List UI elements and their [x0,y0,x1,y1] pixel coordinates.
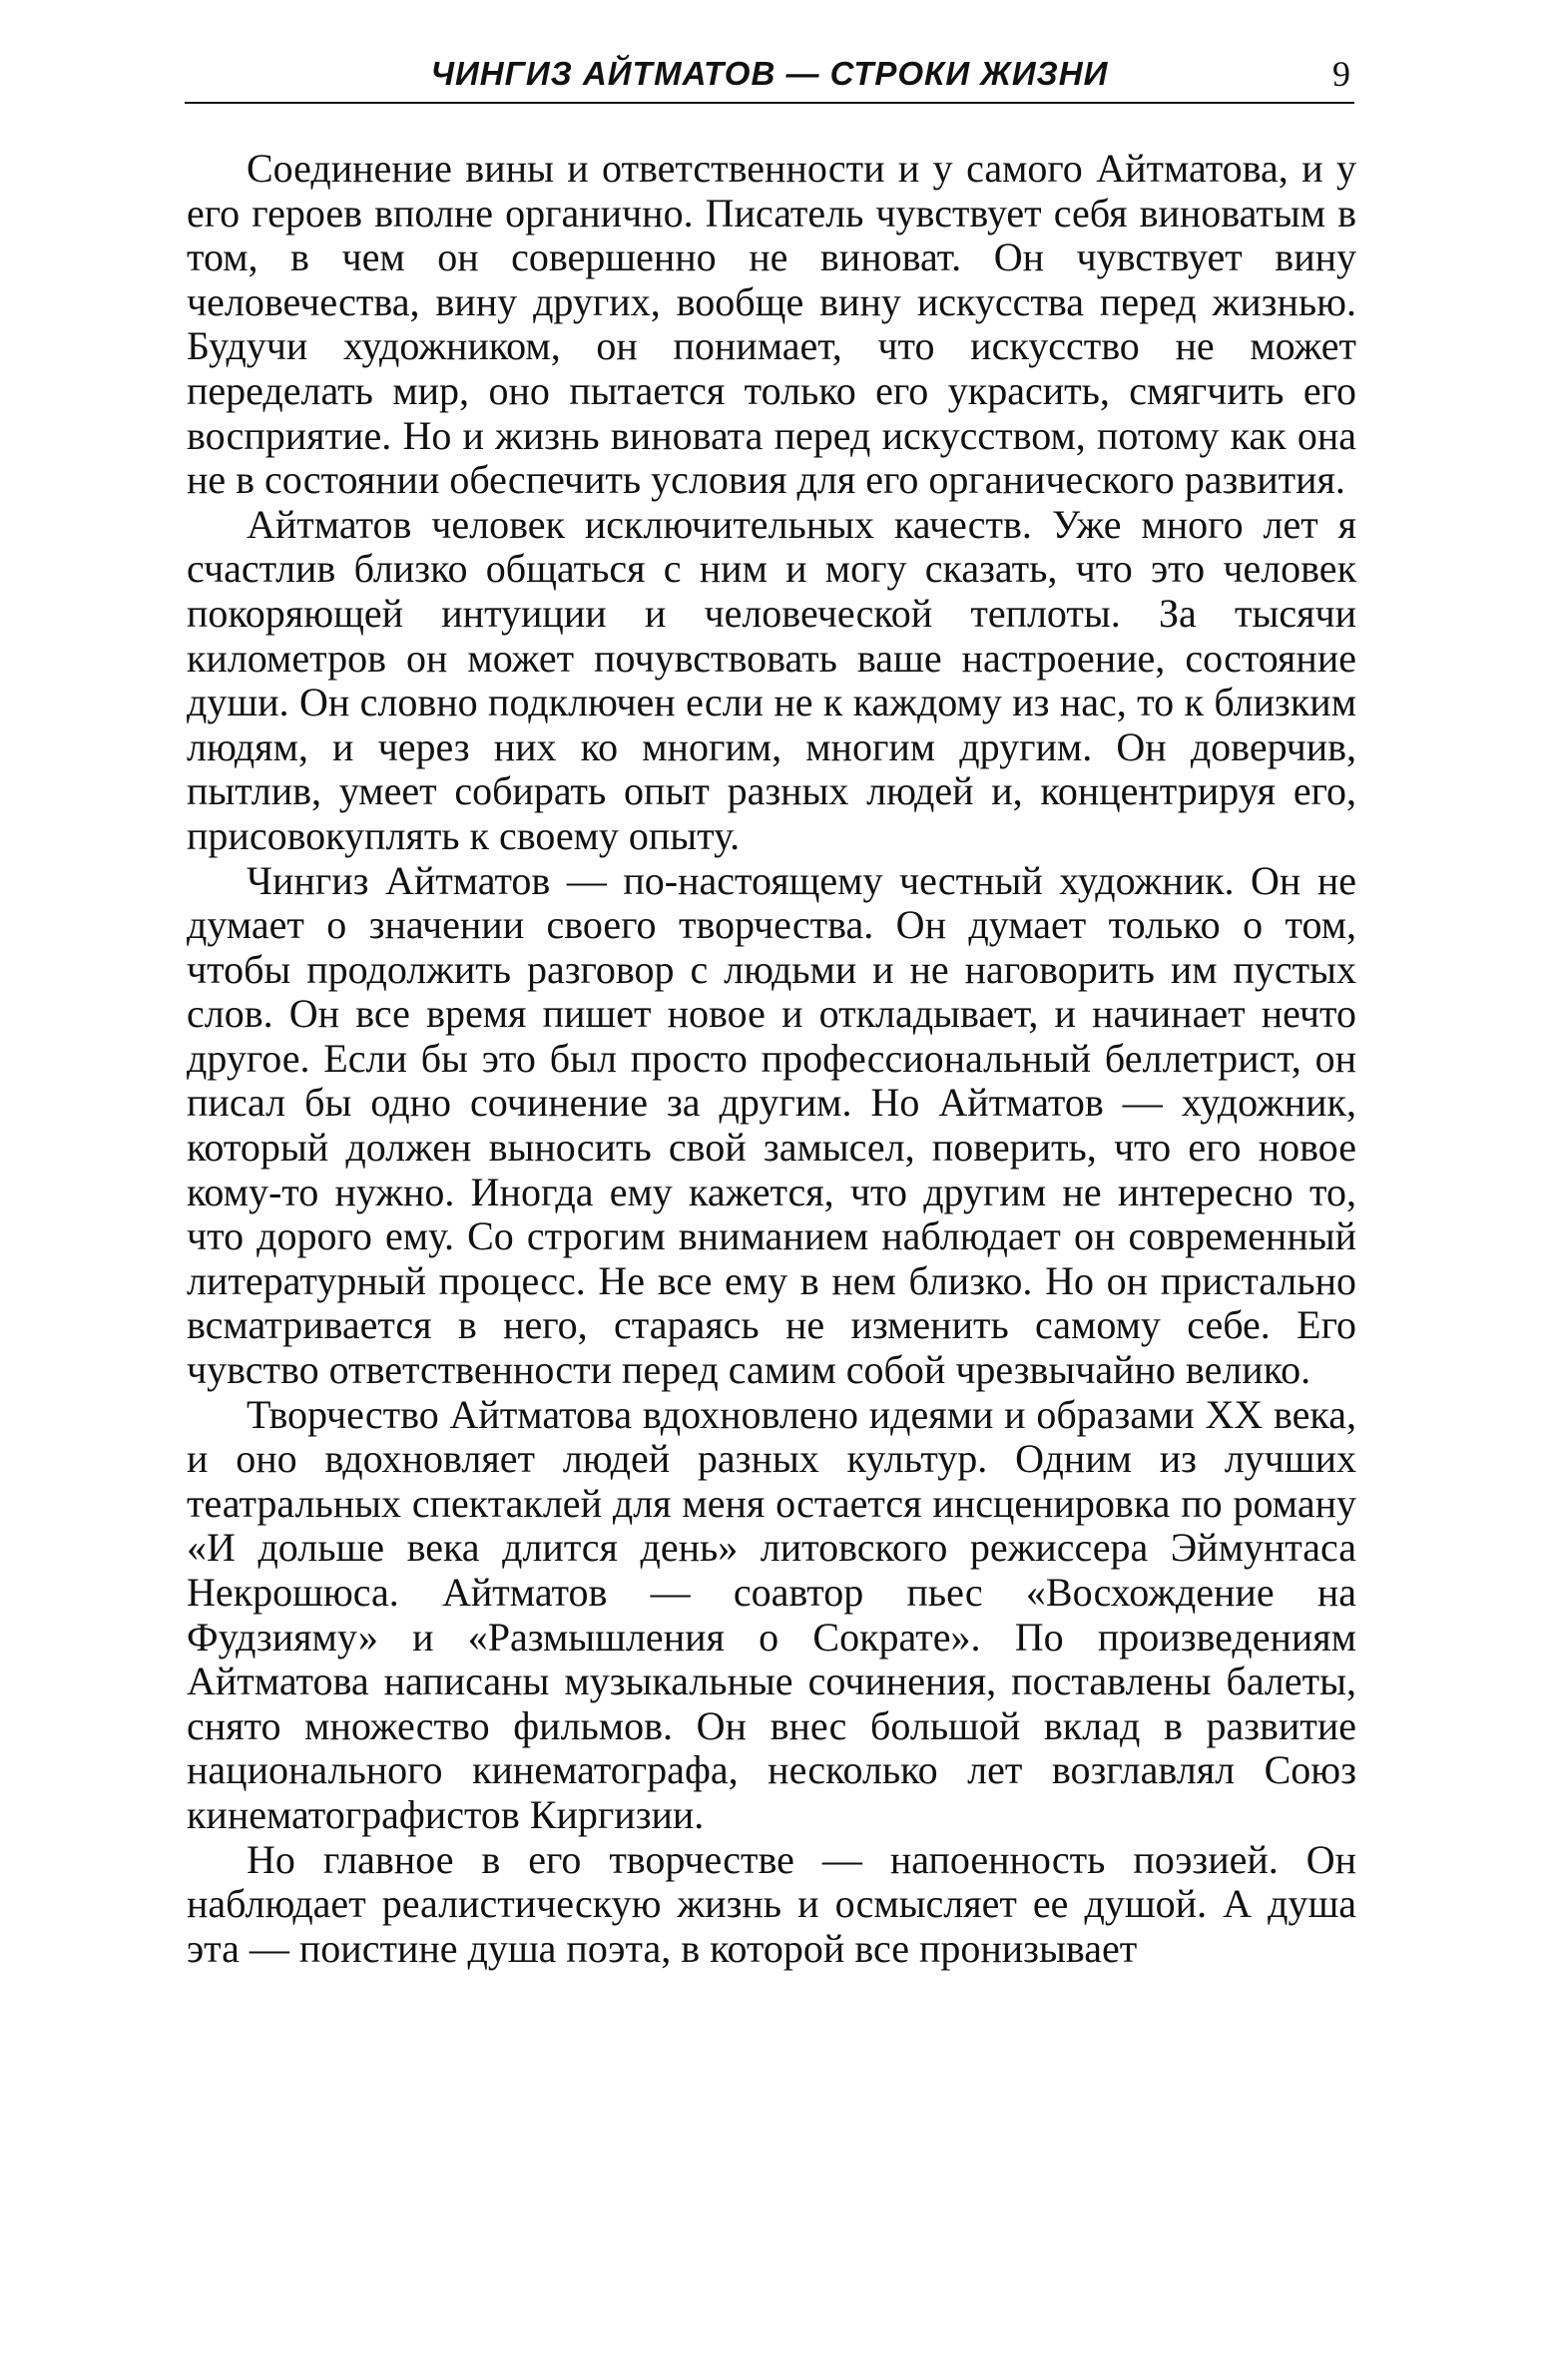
paragraph: Соединение вины и ответственности и у самого Айтматова, и у его героев вполне органично. Писатель чувствует себя виноватым в том, в чем он совершенно не виноват. Он чувствует вину человечества, вину других, вообще вину искусства перед жизнью. Будучи художником, он понимает, что искусство не может переделать мир, оно пытается только его украсить, смягчить его восприятие. Но и жизнь виновата перед искусством, потому как она не в состоянии обеспечить условия для его органического развития. [187,146,1356,503]
paragraph: Творчество Айтматова вдохновлено идеями и образами XX века, и оно вдохновляет людей разных культур. Одним из лучших театральных спектаклей для меня остается инсценировка по роману «И дольше века длится день» литовского режиссера Эймунтаса Некрошюса. Айтматов — соавтор пьес «Восхождение на Фудзияму» и «Размышления о Сократе». По произведениям Айтматова написаны музыкальные сочинения, поставлены балеты, снято множество фильмов. Он внес большой вклад в развитие национального кинематографа, несколько лет возглавлял Союз кинематографистов Киргизии. [187,1391,1356,1837]
paragraph: Но главное в его творчестве — напоенность поэзией. Он наблюдает реалистическую жизнь и осмысляет ее душой. А душа эта — поистине душа поэта, в которой все пронизывает [187,1836,1356,1971]
paragraph: Айтматов человек исключительных качеств. Уже много лет я счастлив близко общаться с ним и могу сказать, что это человек покоряющей интуиции и человеческой теплоты. За тысячи километров он может почувствовать ваше настроение, состояние души. Он словно подключен если не к каждому из нас, то к близким людям, и через них ко многим, многим другим. Он доверчив, пытлив, умеет собирать опыт разных людей и, концентрируя его, присовокуплять к своему опыту. [187,501,1356,858]
body-text [187,147,1356,1971]
page-number: 9 [1332,54,1350,94]
paragraph: Чингиз Айтматов — по-настоящему честный художник. Он не думает о значении своего творчества. Он думает только о том, чтобы продолжить разговор с людьми и не наговорить им пустых слов. Он все время пишет новое и откладывает, и начинает нечто другое. Если бы это был просто профессиональный беллетрист, он писал бы одно сочинение за другим. Но Айтматов — художник, который должен выносить свой замысел, поверить, что его новое кому-то нужно. Иногда ему кажется, что другим не интересно то, что дорого ему. Со строгим вниманием наблюдает он современный литературный процесс. Не все ему в нем близко. Но он пристально всматривается в него, стараясь не изменить самому себе. Его чувство ответственности перед самим собой чрезвычайно велико. [187,857,1356,1393]
running-title: ЧИНГИЗ АЙТМАТОВ — СТРОКИ ЖИЗНИ [430,55,1109,92]
running-header [185,50,1354,104]
